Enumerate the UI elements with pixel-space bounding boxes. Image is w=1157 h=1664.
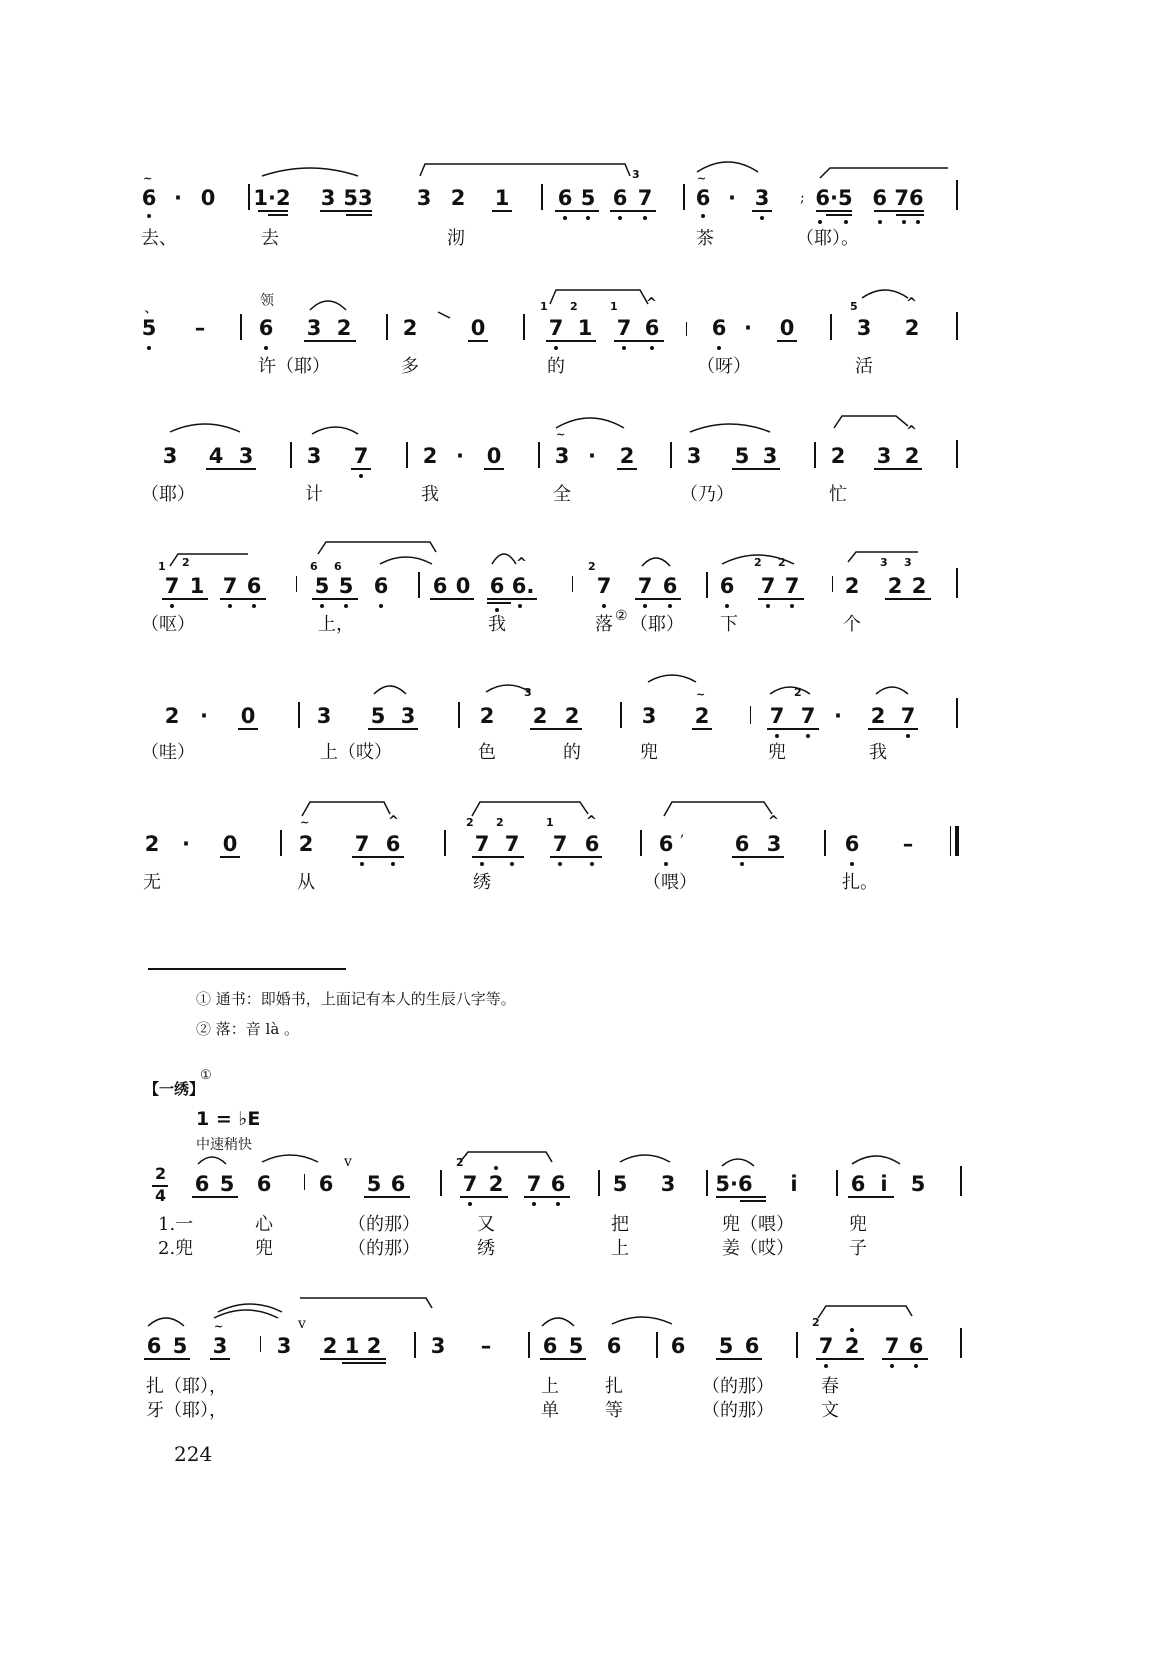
lyric-word: 扎。	[842, 872, 878, 893]
footnote-2: ② 落：音 là 。	[196, 1020, 300, 1038]
verse1-word: 又	[477, 1214, 495, 1235]
lyric-word: （耶）	[630, 614, 684, 635]
lyric-word: 的	[563, 742, 581, 763]
verse2-word: 文	[821, 1400, 839, 1421]
verse1-word: 兜（喂）	[722, 1214, 794, 1235]
lyric-word: 忙	[829, 484, 847, 505]
lyric-word: （哇）	[141, 742, 195, 763]
lyric-word: 许（耶）	[258, 356, 330, 377]
lyric-word: 多	[401, 356, 419, 377]
lead-marking: 领	[260, 293, 274, 309]
score-row-5: 2 · 0 3 5 3 2 3 2 2 3 ~ 2 7 2 7 · 2 7 （哇） 上（哎） 色 的 兜 兜 我	[0, 666, 1157, 776]
lyric-word: 下	[720, 614, 738, 635]
verse2-word: （的那）	[348, 1238, 420, 1259]
time-sig-bottom: 4	[155, 1186, 167, 1205]
score-row-1: ~ 6 · 0 1·2 3 53 3 2 1 6 5 3 6 7 ~ 6 · 3 ; 6·5 6 76 去、 去 沏 茶 （耶）。	[0, 150, 1157, 260]
lyric-word: 绣	[473, 872, 491, 893]
score-row-3: 3 4 3 3 7 2 · 0 ~ 3 · 2 3 5 3 2 3 ^ 2 （耶） 计 我 全 （乃） 忙	[0, 408, 1157, 518]
lyric-word: 我	[869, 742, 887, 763]
lyric-word: 沏	[447, 228, 465, 249]
lyric-word: 上（哎）	[320, 742, 392, 763]
verse1-word: 扎	[605, 1376, 623, 1397]
lyric-word: 全	[553, 484, 571, 505]
lyric-word: 我	[488, 614, 506, 635]
lyric-word: 茶	[696, 228, 714, 249]
verse1-word: （的那）	[702, 1376, 774, 1397]
lyric-word: 计	[305, 484, 323, 505]
page-number: 224	[174, 1442, 213, 1466]
lyric-word: 落	[595, 614, 613, 635]
verse1-word: 心	[255, 1214, 273, 1235]
footnote-mark: ②	[615, 608, 628, 624]
verse2-word: 子	[849, 1238, 867, 1259]
verse1-word: 兜	[849, 1214, 867, 1235]
time-sig-top: 2	[155, 1164, 167, 1183]
lyric-word: 从	[297, 872, 315, 893]
verse2-word: 牙（耶），	[146, 1400, 227, 1421]
lyric-word: 个	[843, 614, 861, 635]
lyric-word: （呀）	[697, 356, 751, 377]
lyric-word: （喂）	[643, 872, 697, 893]
lyric-word: （耶）	[141, 484, 195, 505]
verse2-word: 2.兜	[158, 1238, 194, 1259]
verse1-word: 扎（耶），	[146, 1376, 227, 1397]
score-row-4: 1 2 7 1 7 6 6 6 5 5 6 6 0 6 ^ 6. 2 7 7 6 6 2 2 7 7 2 3 3 2 2 （呕） 上， 我 落 ② （耶） 下 个	[0, 536, 1157, 646]
lyric-word: 色	[478, 742, 496, 763]
verse2-word: 上	[611, 1238, 629, 1259]
verse2-word: 等	[605, 1400, 623, 1421]
verse2-word: 兜	[255, 1238, 273, 1259]
key-signature: 1 = ♭E	[196, 1108, 261, 1130]
verse2-word: （的那）	[702, 1400, 774, 1421]
lyric-word: 的	[547, 356, 565, 377]
section-title-mark: ①	[200, 1068, 212, 1083]
tempo-marking: 中速稍快	[196, 1137, 252, 1153]
verse1-word: 1.一	[158, 1214, 194, 1235]
lyric-word: （呕）	[141, 614, 195, 635]
lyric-word: 去、	[141, 228, 177, 249]
lyric-word: 我	[421, 484, 439, 505]
verse2-word: 绣	[477, 1238, 495, 1259]
lyric-word: 无	[143, 872, 161, 893]
lyric-word: 活	[855, 356, 873, 377]
lyric-word: （耶）。	[796, 228, 859, 249]
verse1-word: 上	[541, 1376, 559, 1397]
verse1-word: 把	[611, 1214, 629, 1235]
lyric-word: 兜	[768, 742, 786, 763]
lyric-word: 兜	[640, 742, 658, 763]
verse2-word: 单	[541, 1400, 559, 1421]
section-title: 【一绣】	[144, 1080, 205, 1098]
footnote-rule	[148, 968, 346, 970]
verse1-word: （的那）	[348, 1214, 420, 1235]
score-row-8: 6 5 ~ 3 3 v 2 1 2 3 – 6 5 6 6 5 6 2 7 2 7 6 扎（耶）， 上 扎 （的那） 春 牙（耶）， 单 等 （的那） 文	[0, 1296, 1157, 1406]
footnote-1: ① 通书：即婚书，上面记有本人的生辰八字等。	[196, 990, 516, 1008]
lyric-word: 上，	[318, 614, 354, 635]
score-row-6: 2 · 0 ~ 2 7 ^ 6 2 2 7 7 1 7 ^ 6 6 , 6 ^ 3 6 – 无 从 绣 （喂） 扎。	[0, 794, 1157, 904]
lyric-word: 去	[261, 228, 279, 249]
score-row-2: 、 5 – 领 6 3 2 2 0 1 7 2 1 1 7 ^ 6 6 · 0 5 3 ^ 2 许（耶） 多 的 （呀） 活	[0, 282, 1157, 392]
verse2-word: 姜（哎）	[722, 1238, 794, 1259]
score-row-7: 2 4 6 5 6 6 v 5 6 2 7 2 7 6 5 3 5·6 i 6 i 5 1.一 心 （的那） 又 把 兜（喂） 兜 2.兜 兜 （的那） 绣 上 姜（哎） 子	[0, 1144, 1157, 1254]
verse1-word: 春	[821, 1376, 839, 1397]
slur-arcs	[0, 794, 1157, 904]
lyric-word: （乃）	[680, 484, 734, 505]
